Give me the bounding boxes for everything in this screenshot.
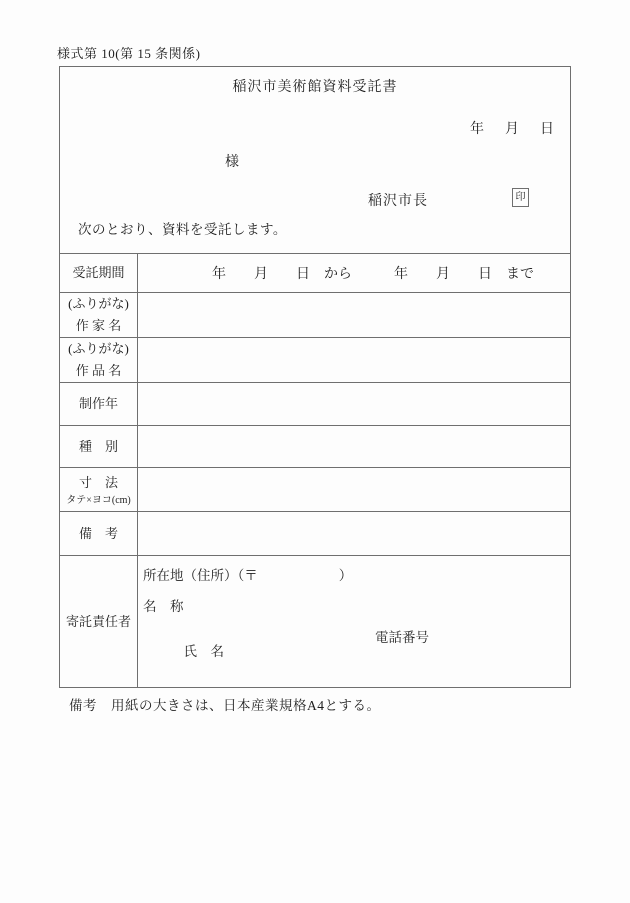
- row-label-dimensions: 寸 法 タテ×ヨコ(cm): [60, 468, 138, 511]
- form-table: [60, 253, 570, 687]
- consignor-org-name-line: 名 称: [143, 599, 184, 614]
- furigana-label: (ふりがな): [68, 341, 129, 357]
- remarks-value: [138, 512, 570, 555]
- production-year-value: [138, 383, 570, 425]
- row-label-remarks: 備 考: [60, 512, 138, 555]
- sender-label: 稲沢市長: [368, 194, 428, 209]
- table-row-work-title: [60, 338, 570, 383]
- year-label: 年: [470, 122, 484, 137]
- row-label-consignment-period: 受託期間: [60, 254, 138, 292]
- consignor-address-line: 所在地（住所）（〒 ）: [143, 568, 353, 583]
- form-box: [59, 66, 571, 688]
- artist-name-value: [138, 293, 570, 337]
- date-line: [470, 118, 554, 138]
- work-title-value: [138, 338, 570, 382]
- phone-number-label: 電話番号: [375, 630, 429, 645]
- category-value: [138, 426, 570, 467]
- footer-note: 備考 用紙の大きさは、日本産業規格A4とする。: [69, 698, 381, 713]
- row-label-artist-name: (ふりがな) 作 家 名: [60, 293, 138, 337]
- table-row-dimensions: [60, 468, 570, 512]
- table-row-category: [60, 426, 570, 468]
- row-label-work-title: (ふりがな) 作 品 名: [60, 338, 138, 382]
- consignor-person-line: 氏 名 電話番号: [183, 630, 429, 659]
- table-row-production-year: [60, 383, 570, 426]
- table-row-remarks: [60, 512, 570, 556]
- intro-text: 次のとおり、資料を受託します。: [78, 222, 287, 237]
- row-label-production-year: 制作年: [60, 383, 138, 425]
- seal-mark: 印: [512, 188, 529, 207]
- table-row-consignment-period: [60, 254, 570, 293]
- dimensions-value: [138, 468, 570, 511]
- table-row-artist-name: [60, 293, 570, 338]
- furigana-label: (ふりがな): [68, 296, 129, 312]
- addressee-suffix-label: 様: [225, 155, 239, 170]
- form-title: 稲沢市美術館資料受託書: [232, 80, 398, 95]
- table-row-consignor: [60, 556, 570, 687]
- consignor-value: [138, 556, 570, 687]
- month-label: 月: [505, 122, 519, 137]
- form-number-label: 様式第 10(第 15 条関係): [57, 46, 201, 61]
- dimensions-unit-label: タテ×ヨコ(cm): [66, 494, 131, 506]
- consignment-period-value: 年 月 日 から 年 月 日 まで: [212, 267, 534, 283]
- day-label: 日: [540, 122, 554, 137]
- row-label-consignor: 寄託責任者: [60, 556, 138, 687]
- row-label-category: 種 別: [60, 426, 138, 467]
